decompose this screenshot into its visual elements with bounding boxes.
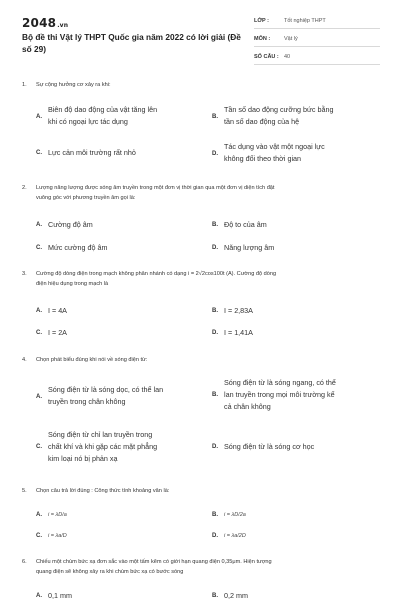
option-d[interactable] bbox=[212, 441, 384, 455]
question-text: điện hiệu dụng trong mạch là bbox=[36, 281, 109, 287]
option-a[interactable] bbox=[36, 104, 206, 130]
meta-row-grade bbox=[254, 16, 380, 29]
option-b[interactable] bbox=[212, 377, 384, 415]
option-letter: D. bbox=[212, 151, 218, 157]
option-a[interactable] bbox=[36, 384, 208, 410]
option-text-line: Sóng điện từ là sóng cơ học bbox=[224, 442, 315, 451]
option-text-line: truyền trong chân không bbox=[48, 397, 126, 406]
option-b[interactable] bbox=[212, 590, 382, 600]
option-letter: D. bbox=[212, 533, 218, 539]
option-letter: B. bbox=[212, 593, 218, 599]
option-letter: A. bbox=[36, 394, 42, 400]
option-text-line: không đổi theo thời gian bbox=[224, 154, 302, 163]
site-logo[interactable] bbox=[22, 16, 68, 30]
option-letter: B. bbox=[212, 222, 218, 228]
option-letter: B. bbox=[212, 114, 218, 120]
question-text: Sự cộng hưởng cơ xảy ra khi: bbox=[36, 82, 111, 88]
option-c[interactable] bbox=[36, 530, 206, 544]
meta-row-count bbox=[254, 52, 380, 65]
question-number: 4. bbox=[22, 357, 27, 363]
question-text: vuông góc với phương truyền âm gọi là: bbox=[36, 195, 136, 201]
exam-meta bbox=[254, 16, 380, 70]
option-a[interactable] bbox=[36, 590, 206, 600]
option-text: Năng lượng âm bbox=[224, 243, 275, 252]
option-text-line: lan truyền trong mọi môi trường kể bbox=[224, 390, 335, 399]
option-b[interactable] bbox=[212, 509, 382, 523]
option-letter: C. bbox=[36, 330, 42, 336]
option-c[interactable] bbox=[36, 327, 206, 341]
option-text-line: Tác dụng vào vật một ngoại lực bbox=[224, 142, 325, 151]
option-d[interactable] bbox=[212, 327, 382, 341]
option-d[interactable] bbox=[212, 141, 382, 167]
option-text: I = 1,41A bbox=[224, 328, 253, 337]
option-c[interactable] bbox=[36, 242, 206, 256]
question-number: 1. bbox=[22, 82, 27, 88]
exam-title: Bộ đề thi Vật lý THPT Quốc gia năm 2022 có lời giải (Đề số 29) bbox=[22, 32, 241, 54]
option-text-line: kim loại nó bị phản xạ bbox=[48, 454, 118, 463]
option-letter: C. bbox=[36, 245, 42, 251]
meta-row-subject bbox=[254, 34, 380, 47]
question-text: Cường độ dòng điện trong mạch không phân nhánh có dạng i = 2√2cos100t (A). Cường độ dòng bbox=[36, 271, 277, 277]
option-text: I = 2,83A bbox=[224, 306, 253, 315]
question-number: 6. bbox=[22, 559, 27, 565]
option-text-line: Sóng điện từ là sóng dọc, có thể lan bbox=[48, 385, 164, 394]
option-c[interactable] bbox=[36, 429, 208, 467]
option-text-line: Biên độ dao động của vật tăng lên bbox=[48, 105, 158, 114]
option-letter: D. bbox=[212, 245, 218, 251]
question-stem bbox=[22, 486, 382, 496]
meta-value: 40 bbox=[284, 54, 291, 60]
question-stem bbox=[22, 80, 382, 90]
meta-label: SỐ CÂU : bbox=[254, 54, 279, 60]
question-6 bbox=[22, 557, 382, 600]
question-text: Chọn phát biểu đúng khi nói về sóng điện từ: bbox=[36, 357, 148, 363]
question-stem bbox=[22, 557, 382, 577]
option-d[interactable] bbox=[212, 242, 382, 256]
option-letter: B. bbox=[212, 512, 218, 518]
option-text: 0,2 mm bbox=[224, 591, 248, 600]
option-b[interactable] bbox=[212, 104, 382, 130]
question-text: Chiếu một chùm bức xạ đơn sắc vào một tấm kẽm có giới hạn quang điện 0,35μm. Hiện tượng bbox=[36, 559, 272, 565]
formula-text: i = λa/2D bbox=[224, 533, 246, 539]
option-a[interactable] bbox=[36, 219, 206, 233]
option-letter: C. bbox=[36, 444, 42, 450]
option-letter: D. bbox=[212, 330, 218, 336]
option-text-line: Sóng điện từ chỉ lan truyền trong bbox=[48, 430, 153, 439]
option-text-line: khi có ngoại lực tác dụng bbox=[48, 117, 128, 126]
option-letter: A. bbox=[36, 593, 42, 599]
formula-text: i = λa/D bbox=[48, 533, 67, 539]
option-letter: A. bbox=[36, 308, 42, 314]
option-text: Cường độ âm bbox=[48, 220, 93, 229]
formula-text: i = λD/2a bbox=[224, 512, 246, 518]
option-text-line: chất khí và khi gặp các mặt phẳng bbox=[48, 442, 158, 451]
option-letter: B. bbox=[212, 392, 218, 398]
logo-suffix: .vn bbox=[57, 22, 69, 29]
option-text: 0,1 mm bbox=[48, 591, 72, 600]
option-letter: A. bbox=[36, 114, 42, 120]
question-number: 5. bbox=[22, 488, 27, 494]
option-b[interactable] bbox=[212, 219, 382, 233]
question-number: 2. bbox=[22, 185, 27, 191]
option-d[interactable] bbox=[212, 530, 382, 544]
question-5 bbox=[22, 486, 382, 539]
meta-value: Vật lý bbox=[284, 36, 298, 42]
option-text-line: Sóng điện từ là sóng ngang, có thể bbox=[224, 378, 336, 387]
question-stem bbox=[22, 355, 382, 365]
question-text: quang điện sẽ không xảy ra khi chùm bức xạ có bước sóng bbox=[36, 569, 184, 575]
meta-label: LỚP : bbox=[254, 18, 269, 24]
option-c[interactable] bbox=[36, 147, 206, 161]
option-letter: C. bbox=[36, 150, 42, 156]
meta-label: MÔN : bbox=[254, 36, 271, 42]
question-stem bbox=[22, 183, 382, 203]
option-letter: B. bbox=[212, 308, 218, 314]
option-a[interactable] bbox=[36, 305, 206, 319]
question-4 bbox=[22, 355, 382, 463]
option-text: Độ to của âm bbox=[224, 220, 267, 229]
question-3 bbox=[22, 269, 382, 337]
option-letter: C. bbox=[36, 533, 42, 539]
option-text: Mức cường độ âm bbox=[48, 243, 108, 252]
option-text: I = 4A bbox=[48, 306, 67, 315]
option-text-line: Tần số dao động cưỡng bức bằng bbox=[224, 105, 334, 114]
question-stem bbox=[22, 269, 382, 289]
option-letter: D. bbox=[212, 444, 218, 450]
option-text-line: Lực cản môi trường rất nhỏ bbox=[48, 148, 136, 157]
option-b[interactable] bbox=[212, 305, 382, 319]
option-letter: A. bbox=[36, 222, 42, 228]
meta-value: Tốt nghiệp THPT bbox=[284, 18, 326, 24]
logo-text: 2048 bbox=[22, 16, 57, 30]
option-text: I = 2A bbox=[48, 328, 67, 337]
option-text-line: cả chân không bbox=[224, 402, 271, 411]
question-text: Chọn câu trả lời đúng : Công thức tính khoảng vân là: bbox=[36, 488, 170, 494]
question-number: 3. bbox=[22, 271, 27, 277]
option-letter: A. bbox=[36, 512, 42, 518]
question-2 bbox=[22, 183, 382, 252]
option-text-line: tần số dao động của hệ bbox=[224, 117, 300, 126]
page-header bbox=[0, 0, 400, 68]
option-a[interactable] bbox=[36, 509, 206, 523]
formula-text: i = λD/a bbox=[48, 512, 67, 518]
question-text: Lượng năng lượng được sóng âm truyền trong một đơn vị thời gian qua một đơn vị diện tích đặt bbox=[36, 185, 275, 191]
question-1 bbox=[22, 80, 382, 163]
